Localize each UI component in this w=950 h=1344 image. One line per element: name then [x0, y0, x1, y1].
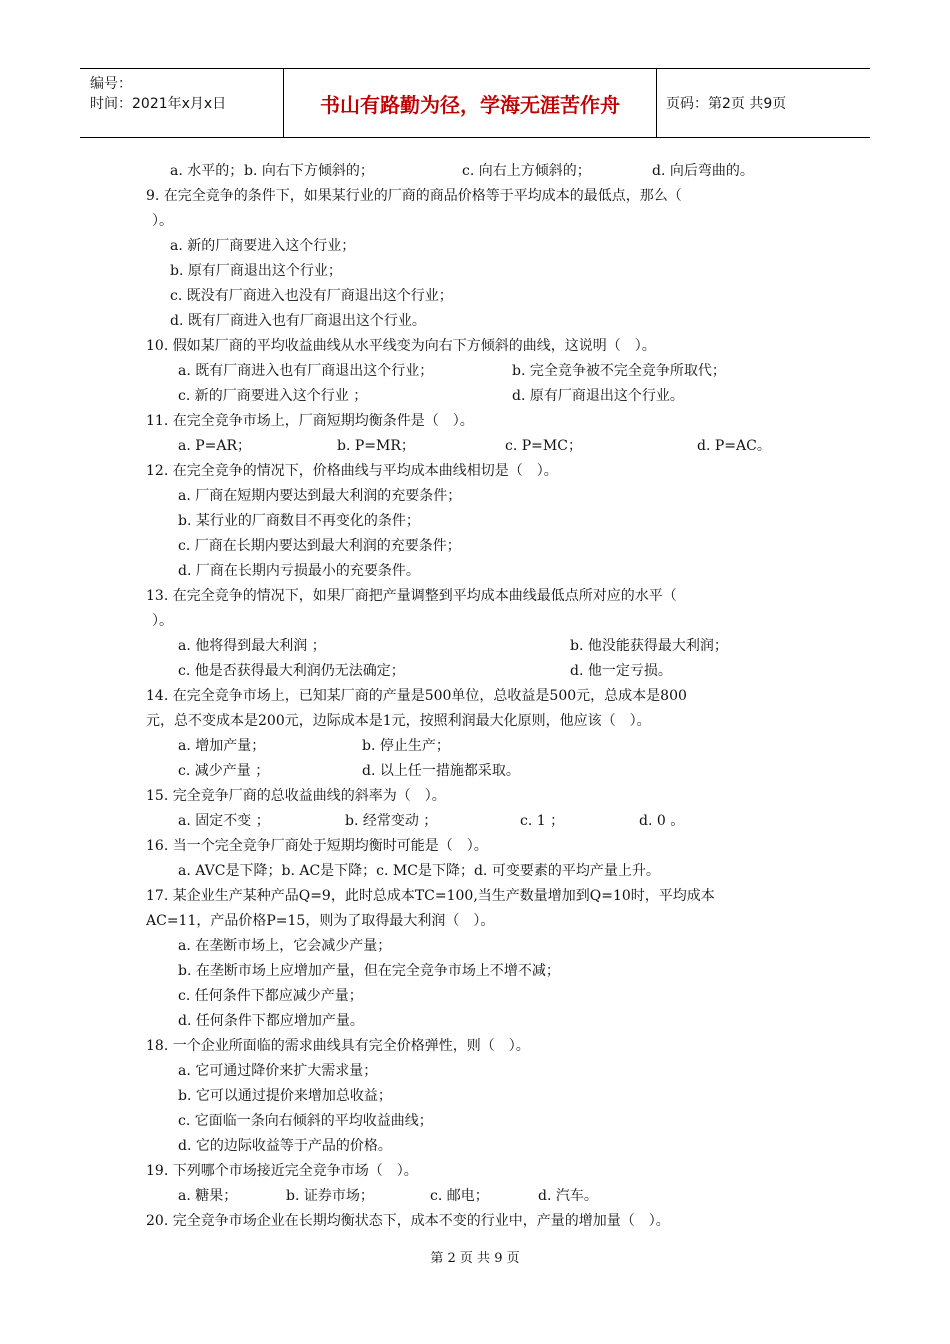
- question-option: a. 增加产量；: [178, 738, 266, 754]
- question-option: a. 它可通过降价来扩大需求量；: [178, 1063, 378, 1079]
- question-option: c. 1 ；: [520, 813, 565, 829]
- question-option: a. 他将得到最大利润 ；: [178, 638, 326, 654]
- question-17-cont: AC=11，产品价格P=15，则为了取得最大利润（ ）。: [146, 913, 495, 929]
- question-option: d. 以上任一措施都采取。: [362, 763, 520, 779]
- question-option: b. P=MR；: [337, 438, 415, 454]
- question-16: 16. 当一个完全竞争厂商处于短期均衡时可能是（ ）。: [146, 838, 488, 854]
- question-17: 17. 某企业生产某种产品Q=9，此时总成本TC=100,当生产数量增加到Q=10时，平均成本: [146, 888, 715, 904]
- question-14-cont: 元，总不变成本是200元，边际成本是1元，按照利润最大化原则，他应该（ ）。: [146, 713, 651, 729]
- time-label: 时间：2021年x月x日: [90, 96, 227, 112]
- question-option: c. 邮电；: [430, 1188, 489, 1204]
- question-option: b. 完全竞争被不完全竞争所取代；: [512, 363, 726, 379]
- question-option: a. 糖果；: [178, 1188, 238, 1204]
- question-option: a. 在垄断市场上，它会减少产量；: [178, 938, 392, 954]
- question-option: c. 任何条件下都应减少产量；: [178, 988, 363, 1004]
- question-option: c. 减少产量 ；: [178, 763, 270, 779]
- question-option: b. 他没能获得最大利润；: [570, 638, 728, 654]
- question-13-cont: ）。: [152, 613, 173, 629]
- question-option: d. 任何条件下都应增加产量。: [178, 1013, 364, 1029]
- question-option: a. 既有厂商进入也有厂商退出这个行业；: [178, 363, 434, 379]
- question-option: c. 他是否获得最大利润仍无法确定；: [178, 663, 405, 679]
- page-footer: 第 2 页 共 9 页: [430, 1251, 520, 1266]
- question-14: 14. 在完全竞争市场上，已知某厂商的产量是500单位，总收益是500元，总成本是800: [146, 688, 687, 704]
- question-option: c. 既没有厂商进入也没有厂商退出这个行业；: [170, 288, 453, 304]
- question-option: d. 既有厂商进入也有厂商退出这个行业。: [170, 313, 426, 329]
- question-option: d. 向后弯曲的。: [652, 163, 754, 179]
- serial-number-label: 编号：: [90, 76, 132, 92]
- question-option: b. 它可以通过提价来增加总收益；: [178, 1088, 392, 1104]
- page-header: [80, 68, 870, 138]
- question-option: b. 向右下方倾斜的；: [244, 163, 374, 179]
- header-meta: [80, 69, 283, 137]
- question-option: b. 在垄断市场上应增加产量，但在完全竞争市场上不增不减；: [178, 963, 560, 979]
- question-11: 11. 在完全竞争市场上，厂商短期均衡条件是（ ）。: [146, 413, 474, 429]
- question-option: d. P=AC。: [697, 438, 771, 454]
- question-option: d. 他一定亏损。: [570, 663, 672, 679]
- question-13: 13. 在完全竞争的情况下，如果厂商把产量调整到平均成本曲线最低点所对应的水平（: [146, 588, 677, 604]
- question-option: c. 新的厂商要进入这个行业 ；: [178, 388, 368, 404]
- question-option: c. 厂商在长期内要达到最大利润的充要条件；: [178, 538, 461, 554]
- question-option: b. 原有厂商退出这个行业；: [170, 263, 342, 279]
- question-option: a. AVC是下降；b. AC是下降；c. MC是下降；d. 可变要素的平均产量上升。: [178, 863, 660, 879]
- question-option: c. P=MC；: [505, 438, 582, 454]
- question-option: b. 某行业的厂商数目不再变化的条件；: [178, 513, 420, 529]
- question-option: a. 新的厂商要进入这个行业；: [170, 238, 356, 254]
- question-option: b. 证券市场；: [286, 1188, 374, 1204]
- question-option: a. 厂商在短期内要达到最大利润的充要条件；: [178, 488, 462, 504]
- question-12: 12. 在完全竞争的情况下，价格曲线与平均成本曲线相切是（ ）。: [146, 463, 558, 479]
- question-option: d. 汽车。: [538, 1188, 598, 1204]
- question-option: c. 它面临一条向右倾斜的平均收益曲线；: [178, 1113, 433, 1129]
- header-motto: 书山有路勤为径，学海无涯苦作舟: [283, 69, 657, 137]
- question-option: b. 停止生产；: [362, 738, 450, 754]
- question-option: d. 0 。: [639, 813, 685, 829]
- question-9: 9. 在完全竞争的条件下，如果某行业的厂商的商品价格等于平均成本的最低点，那么（: [146, 188, 682, 204]
- question-option: d. 它的边际收益等于产品的价格。: [178, 1138, 392, 1154]
- question-15: 15. 完全竞争厂商的总收益曲线的斜率为（ ）。: [146, 788, 446, 804]
- question-10: 10. 假如某厂商的平均收益曲线从水平线变为向右下方倾斜的曲线，这说明（ ）。: [146, 338, 656, 354]
- question-option: d. 厂商在长期内亏损最小的充要条件。: [178, 563, 420, 579]
- question-9-cont: ）。: [152, 213, 173, 229]
- question-18: 18. 一个企业所面临的需求曲线具有完全价格弹性，则（ ）。: [146, 1038, 530, 1054]
- question-option: a. 固定不变 ；: [178, 813, 270, 829]
- question-19: 19. 下列哪个市场接近完全竞争市场（ ）。: [146, 1163, 418, 1179]
- header-page-number: 页码：第2页 共9页: [666, 96, 787, 112]
- question-option: a. P=AR；: [178, 438, 252, 454]
- question-option: d. 原有厂商退出这个行业。: [512, 388, 684, 404]
- question-option: b. 经常变动 ；: [345, 813, 438, 829]
- question-option: a. 水平的；: [170, 163, 244, 179]
- question-20: 20. 完全竞争市场企业在长期均衡状态下，成本不变的行业中，产量的增加量（ ）。: [146, 1213, 670, 1229]
- question-option: c. 向右上方倾斜的；: [462, 163, 591, 179]
